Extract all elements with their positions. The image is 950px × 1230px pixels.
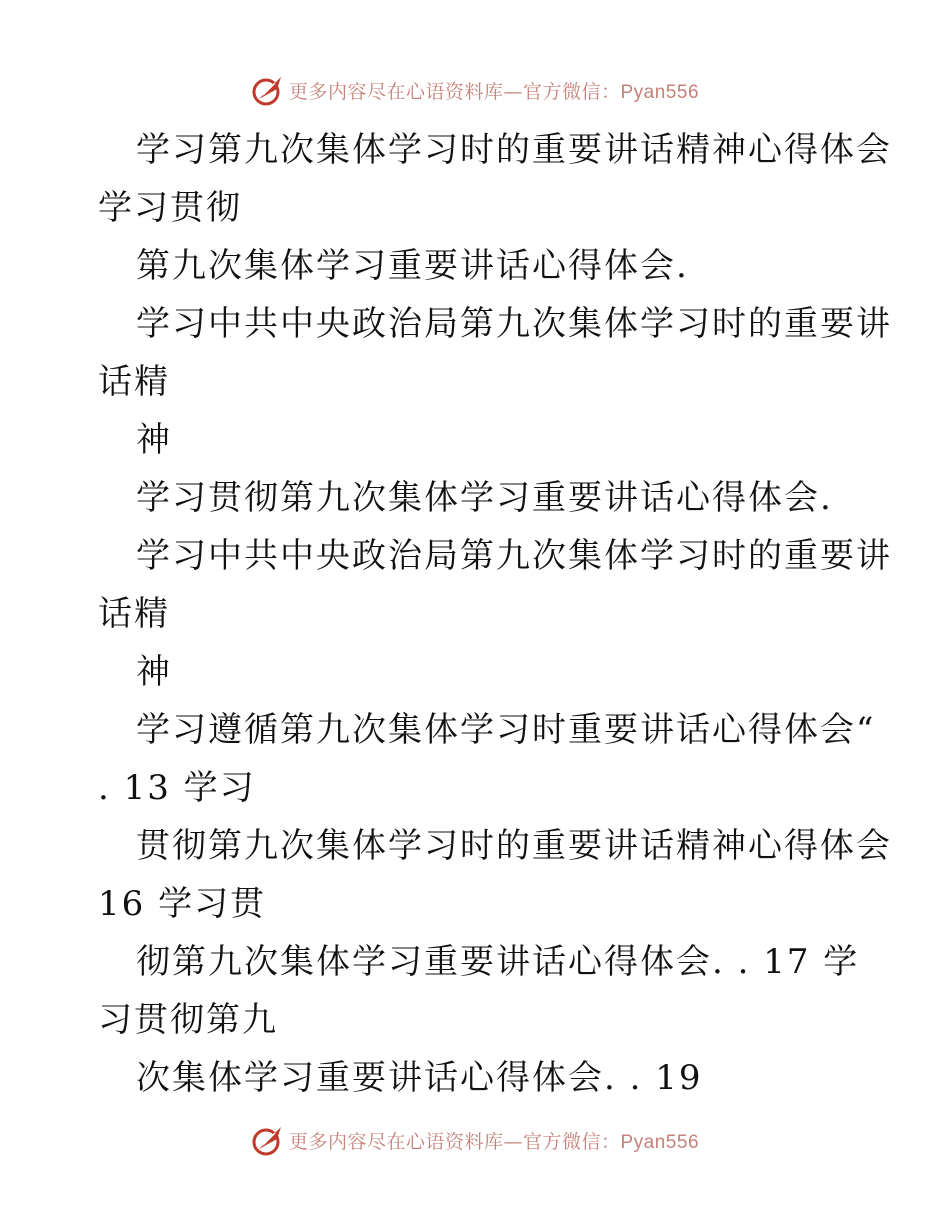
- text-line: 贯彻第九次集体学习时的重要讲话精神心得体会: [136, 826, 892, 866]
- text-line: 神: [136, 652, 172, 692]
- document-body: [98, 121, 892, 1107]
- text-line: 话精: [98, 594, 170, 634]
- text-line: 神: [136, 420, 172, 460]
- quill-logo-icon: [251, 73, 285, 107]
- text-line: 彻第九次集体学习重要讲话心得体会. . 17 学: [136, 942, 860, 982]
- text-line: 学习中共中央政治局第九次集体学习时的重要讲: [136, 536, 892, 576]
- text-line: . 13 学习: [98, 768, 256, 808]
- text-line: 话精: [98, 362, 170, 402]
- text-line: 次集体学习重要讲话心得体会. . 19: [136, 1058, 703, 1098]
- text-line: 学习中共中央政治局第九次集体学习时的重要讲: [136, 304, 892, 344]
- quill-logo-icon: [251, 1123, 285, 1157]
- text-line: 学习第九次集体学习时的重要讲话精神心得体会: [136, 130, 892, 170]
- text-line: 第九次集体学习重要讲话心得体会.: [136, 246, 689, 286]
- footer-banner: [0, 1120, 950, 1160]
- text-line: 学习贯彻第九次集体学习重要讲话心得体会.: [136, 478, 833, 518]
- header-banner: [0, 70, 950, 110]
- banner-text: 更多内容尽在心语资料库—官方微信：Pyan556: [288, 1130, 700, 1153]
- text-line: 16 学习贯: [98, 884, 267, 924]
- text-line: 习贯彻第九: [98, 1000, 278, 1040]
- banner-handle: Pyan556: [620, 81, 700, 103]
- text-line: 学习贯彻: [98, 188, 242, 228]
- text-line: 学习遵循第九次集体学习时重要讲话心得体会“: [136, 710, 876, 750]
- banner-text: 更多内容尽在心语资料库—官方微信：Pyan556: [288, 80, 700, 103]
- banner-handle: Pyan556: [620, 1131, 700, 1153]
